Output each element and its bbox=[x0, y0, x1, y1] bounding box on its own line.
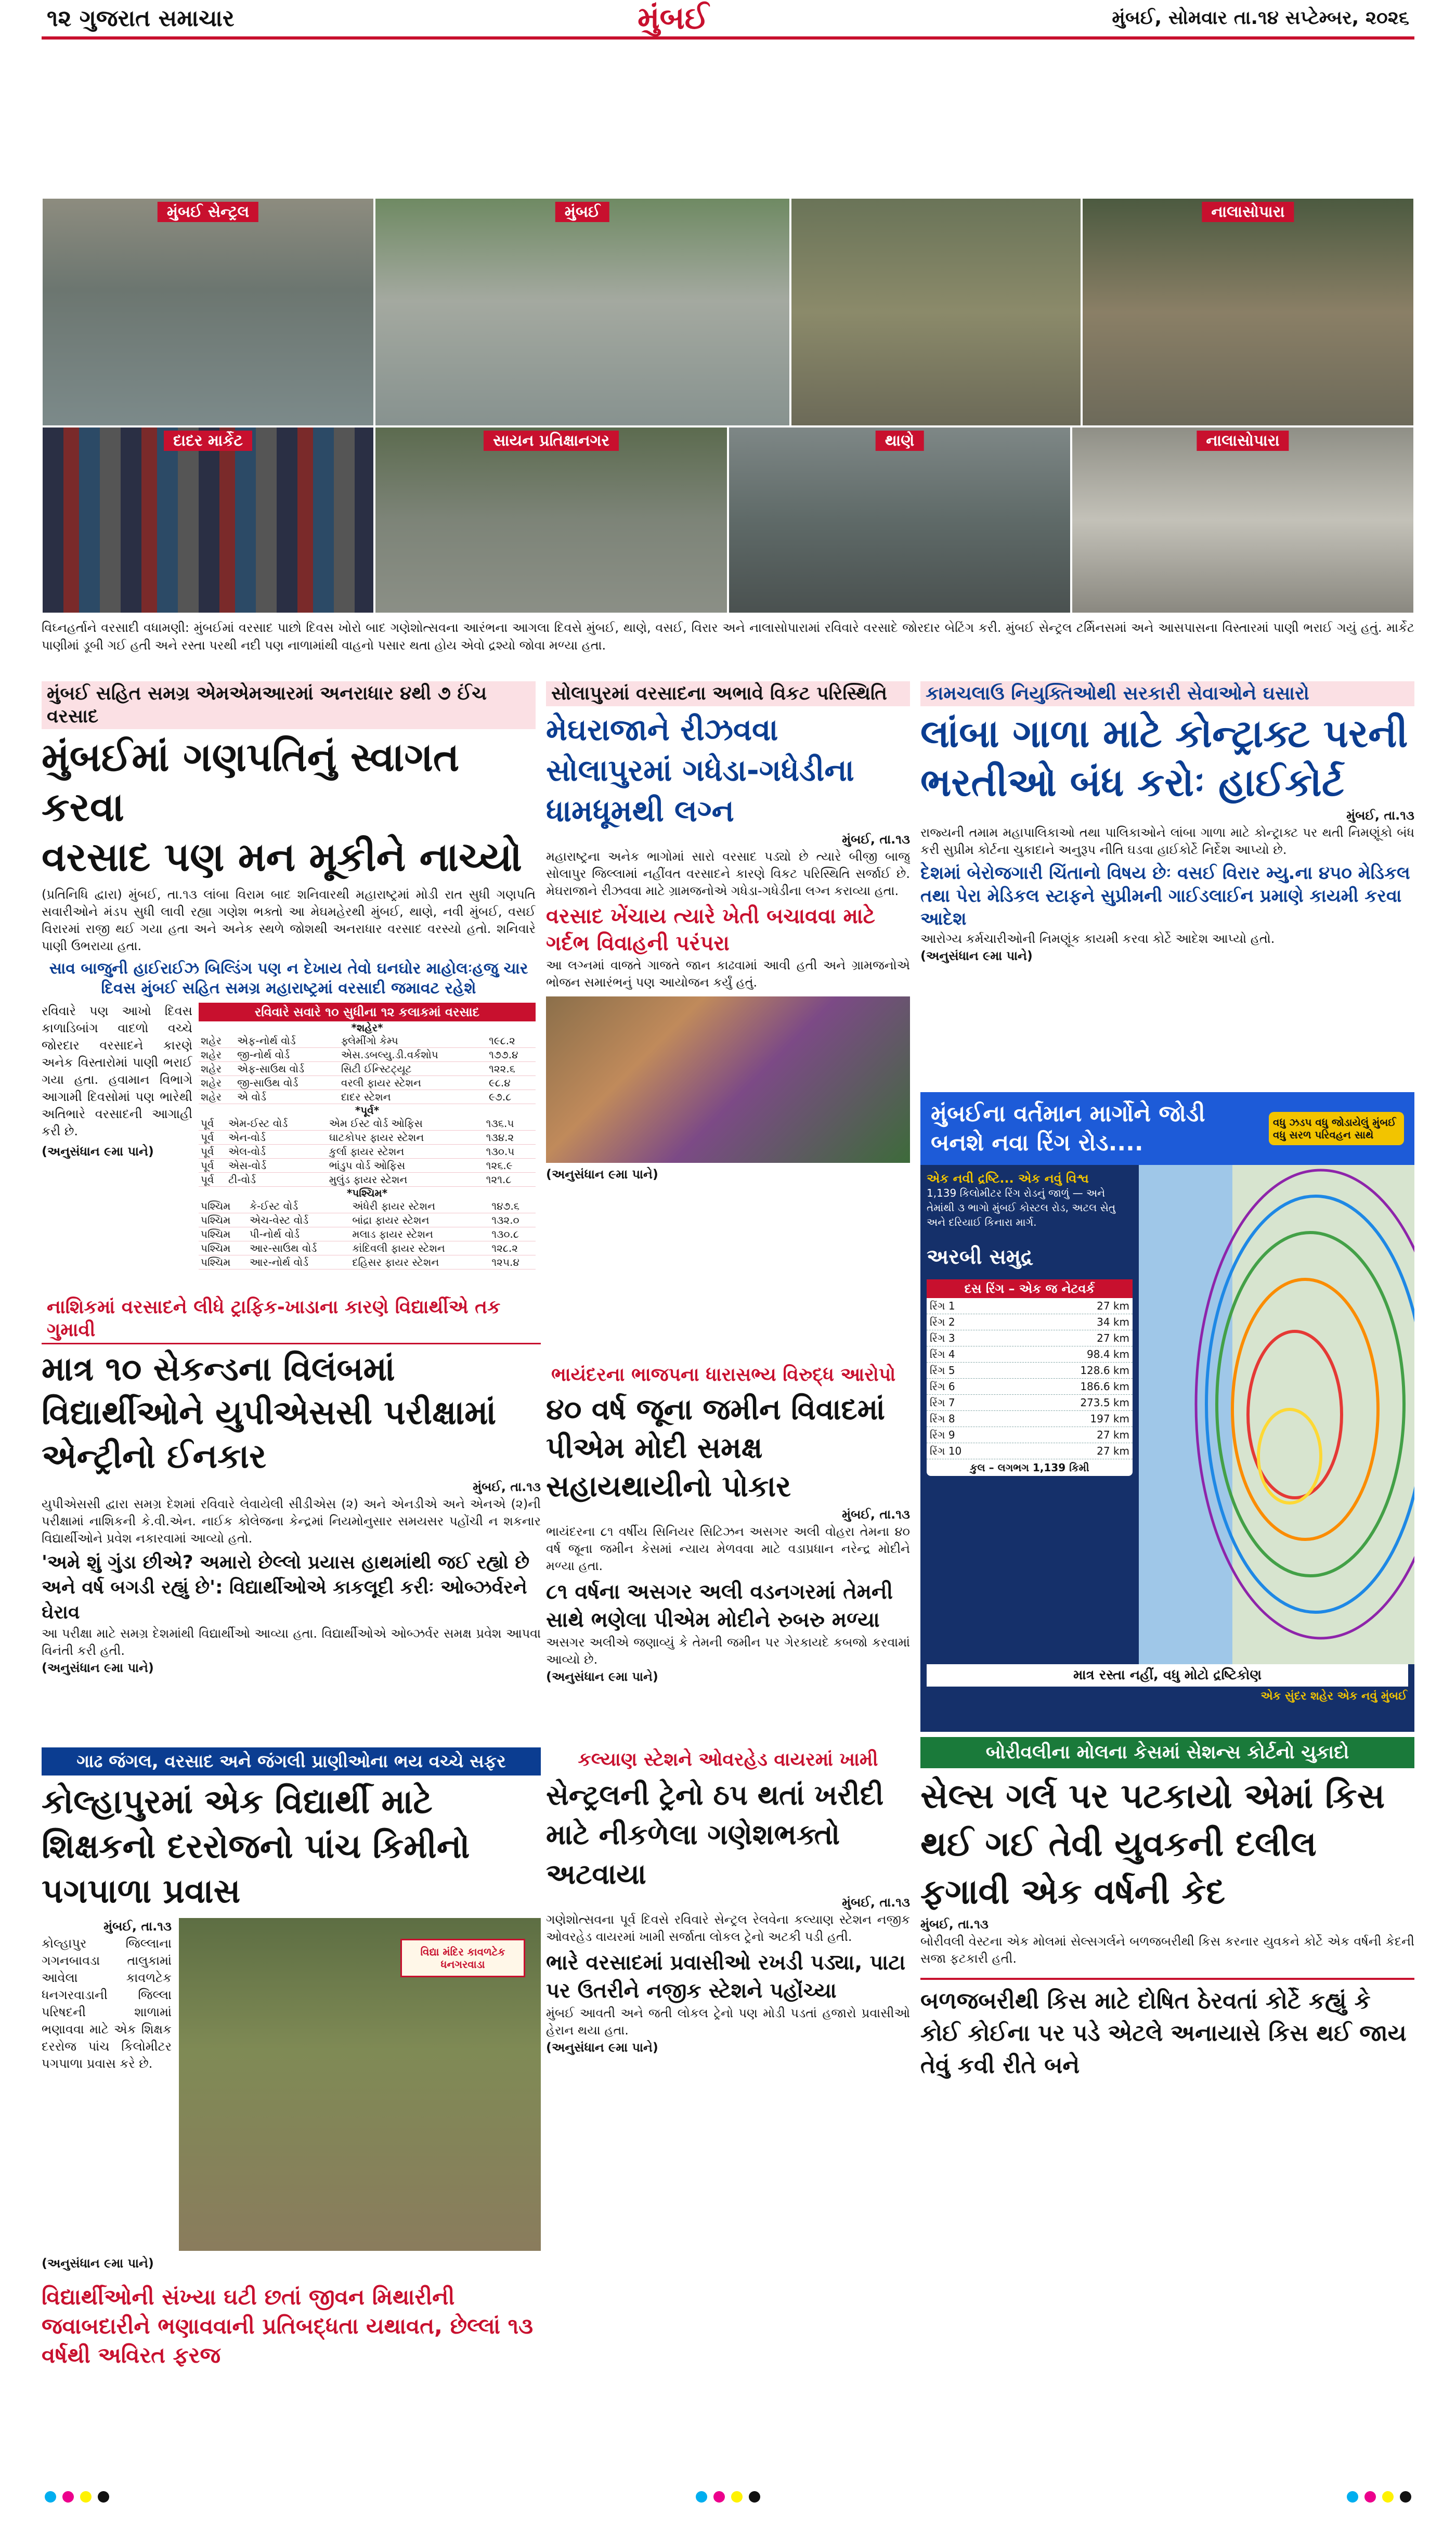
story-dateline: મુંબઈ, તા.૧૩ bbox=[1346, 808, 1414, 823]
story-body: ગણેશોત્સવના પૂર્વ દિવસે રવિવારે સેન્ટ્રલ રેલવેના કલ્યાણ સ્ટેશન નજીક ઓવરહેડ વાયરમાં ખામી સર્જાતા લોકલ ટ્રેનો અટકી પડી હતી. bbox=[546, 1912, 910, 1944]
intro-head: એક નવી દ્રષ્ટિ... એક નવું વિશ્વ bbox=[927, 1171, 1089, 1186]
table-row: પૂર્વ એમ-ઈસ્ટ વોર્ડ એમ ઈસ્ટ વોર્ડ ઓફિસ ૧૩૬.૫ bbox=[199, 1117, 536, 1131]
story-dateline: મુંબઈ, તા.૧૩ bbox=[842, 1507, 910, 1522]
rain-table-section: *શહેર* bbox=[351, 1021, 383, 1034]
story-headline: સેલ્સ ગર્લ પર પટકાયો એમાં કિસ થઈ ગઈ તેવી યુવકની દલીલ ફગાવી એક વર્ષની કેદ bbox=[920, 1776, 1385, 1912]
table-row: પૂર્વ એન-વોર્ડ ઘાટકોપર ફાયર સ્ટેશન ૧૩૪.૨ bbox=[199, 1131, 536, 1145]
story-contract-hiring bbox=[920, 681, 1414, 1087]
table-row: પૂર્વ એલ-વોર્ડ કુર્લા ફાયર સ્ટેશન ૧૩૦.૫ bbox=[199, 1145, 536, 1159]
ring-row: રિંગ 6 186.6 km bbox=[927, 1379, 1133, 1395]
story-kicker: બોરીવલીના મોલના કેસમાં સેશન્સ કોર્ટનો ચુકાદો bbox=[920, 1737, 1414, 1768]
story-ganpati-rain bbox=[42, 681, 536, 1290]
masthead-rule bbox=[42, 36, 1414, 40]
story-kicker: કામચલાઉ નિયુક્તિઓથી સરકારી સેવાઓને ઘસારો bbox=[920, 681, 1414, 706]
story-body-2: આરોગ્ય કર્મચારીઓની નિમણૂંક કાયમી કરવા કોર્ટે આદેશ આપ્યો હતો. bbox=[920, 931, 1275, 946]
section-title: મુંબઈ bbox=[638, 0, 709, 36]
continued-label: (અનુસંધાન ૯મા પાને) bbox=[920, 949, 1033, 963]
story-subhead: સાવ બાજુની હાઈરાઈઝ બિલ્ડિંગ પણ ન દેખાય તેવો ઘનઘોર માહોલઃહજુ ચાર દિવસ મુંબઈ સહિત સમગ્ર મહારાષ્ટ્રમાં વરસાદી જમાવટ રહેશે bbox=[49, 960, 528, 997]
story-kicker: ગાઢ જંગલ, વરસાદ અને જંગલી પ્રાણીઓના ભય વચ્ચે સફર bbox=[42, 1747, 541, 1776]
photo-nalasopara bbox=[1082, 198, 1414, 426]
story-body: કોલ્હાપુર જિલ્લાના ગગનબાવડા તાલુકામાં આવેલા કાવળટેક ધનગરવાડાની જિલ્લા પરિષદની શાળામાં ભણાવવા માટે એક શિક્ષક દરરોજ પાંચ કિલોમીટર પગપાળા પ્રવાસ કરે છે. bbox=[42, 1936, 172, 2071]
table-row: પૂર્વ એસ-વોર્ડ ભાંડુપ વોર્ડ ઓફિસ ૧૨૬.૯ bbox=[199, 1159, 536, 1173]
photo-sion bbox=[374, 426, 728, 614]
story-kalyan-trains bbox=[546, 1747, 910, 2439]
table-row: શહેર એફ-નોર્થ વોર્ડ ફ્લેમીંગો કેમ્પ ૧૯૮.૨ bbox=[199, 1034, 536, 1048]
print-registration-marks bbox=[42, 2491, 1414, 2505]
table-row: શહેર એફ-સાઉથ વોર્ડ સિટી ઈન્સ્ટિટ્યૂટ ૧૨૨.૬ bbox=[199, 1062, 536, 1076]
ring-row: રિંગ 8 197 km bbox=[927, 1411, 1133, 1427]
story-body: મહારાષ્ટ્રના અનેક ભાગોમાં સારો વરસાદ પડ્યો છે ત્યારે બીજી બાજુ સોલાપુર જિલ્લામાં નહીંવત વરસાદને કારણે વિકટ પરિસ્થિતિ સર્જાઈ છે. મેઘરાજાને રીઝવવા માટે ગ્રામજનોએ ગધેડા-ગધેડીના લગ્ન કરાવ્યા હતા. bbox=[546, 849, 910, 898]
table-row: પશ્ચિમ એચ-વેસ્ટ વોર્ડ બાંદ્રા ફાયર સ્ટેશન ૧૩૨.૦ bbox=[199, 1213, 536, 1227]
ring-row: રિંગ 2 34 km bbox=[927, 1314, 1133, 1330]
table-row: પશ્ચિમ પી-નોર્થ વોર્ડ મલાડ ફાયર સ્ટેશન ૧૩૦.૮ bbox=[199, 1227, 536, 1241]
photo-caption: વિઘ્નહર્તાને વરસાદી વધામણી: મુંબઈમાં વરસાદ પાછો દિવસ ખોરો બાદ ગણેશોત્સવના આરંભના આગલા દિવસે મુંબઈ, થાણે, વસઈ, વિરાર અને નાલાસોપારામાં રવિવારે વરસાદે જોરદાર બેટિંગ કરી. મુંબઈ સેન્ટ્રલ ટર્મિનસમાં અને આસપાસના વિસ્તારમાં પાણી ભરાઈ ગયું હતું. માર્કેટ પાણીમાં ડૂબી ગઈ હતી અને રસ્તા પરથી નદી પણ નાળામાંથી વાહનો પસાર થતા હોય એવો દ્રશ્યો જોવા મળ્યા હતા. bbox=[42, 620, 1414, 653]
ring-row: રિંગ 7 273.5 km bbox=[927, 1395, 1133, 1411]
rain-table-title: રવિવારે સવારે ૧૦ સુધીના ૧૨ કલાકમાં વરસાદ bbox=[199, 1003, 536, 1021]
story-headline: કોલ્હાપુરમાં એક વિદ્યાર્થી માટે શિક્ષકનો દરરોજનો પાંચ કિમીનો પગપાળા પ્રવાસ bbox=[42, 1783, 470, 1911]
ring-row: રિંગ 4 98.4 km bbox=[927, 1346, 1133, 1363]
photo-market-flood bbox=[790, 198, 1082, 426]
story-kicker: ભાયંદરના ભાજપના ધારાસભ્ય વિરુદ્ધ આરોપો bbox=[551, 1364, 896, 1385]
story-upsc bbox=[42, 1295, 541, 1742]
infographic-footer: એક સુંદર શહેર એક નવું મુંબઈ bbox=[1260, 1690, 1407, 1703]
story-dateline: મુંબઈ, તા.૧૩ bbox=[842, 832, 910, 847]
story-headline: સેન્ટ્રલની ટ્રેનો ઠપ થતાં ખરીદી માટે નીકળેલા ગણેશભક્તો અટવાયા bbox=[546, 1779, 884, 1890]
story-kicker: નાશિકમાં વરસાદને લીધે ટ્રાફિક-ખાડાના કારણે વિદ્યાર્થીએ તક ગુમાવી bbox=[42, 1295, 541, 1344]
story-subhead: વરસાદ ખેંચાય ત્યારે ખેતી બચાવવા માટે ગર્દભ વિવાહની પરંપરા bbox=[546, 904, 875, 955]
continued-label: (અનુસંધાન ૯મા પાને) bbox=[546, 1167, 658, 1182]
ring-map-svg bbox=[1139, 1165, 1414, 1664]
story-bottom-headline: વિદ્યાર્થીઓની સંખ્યા ઘટી છતાં જીવન મિથારીની જવાબદારીને ભણાવવાની પ્રતિબદ્ધતા યથાવત, છેલ્લાં ૧૩ વર્ષથી અવિરત ફરજ bbox=[42, 2284, 534, 2368]
photo-donkey-wedding bbox=[546, 996, 910, 1163]
ring-row: રિંગ 5 128.6 km bbox=[927, 1363, 1133, 1379]
story-subhead: ૮૧ વર્ષના અસગર અલી વડનગરમાં તેમની સાથે ભણેલા પીએમ મોદીને રુબરુ મળ્યા bbox=[546, 1580, 893, 1632]
photo-tag: થાણે bbox=[876, 431, 924, 451]
photo-mumbai-central bbox=[42, 198, 374, 426]
story-headline: લાંબા ગાળા માટે કોન્ટ્રાક્ટ પરની ભરતીઓ બંધ કરોઃ હાઈકોર્ટ bbox=[920, 711, 1408, 805]
continued-label: (અનુસંધાન ૯મા પાને) bbox=[42, 2256, 154, 2271]
story-headline-2: વરસાદ પણ મન મૂકીને નાચ્યો bbox=[42, 834, 522, 880]
ring-row: રિંગ 3 27 km bbox=[927, 1330, 1133, 1346]
story-kicker: કલ્યાણ સ્ટેશને ઓવરહેડ વાયરમાં ખામી bbox=[578, 1749, 878, 1770]
table-row: પશ્ચિમ કે-ઈસ્ટ વોર્ડ અંધેરી ફાયર સ્ટેશન ૧૪૭.૬ bbox=[199, 1199, 536, 1213]
story-subhead: ભારે વરસાદમાં પ્રવાસીઓ રખડી પડ્યા, પાટા પર ઉતરીને નજીક સ્ટેશને પહોંચ્યા bbox=[546, 1951, 906, 2003]
story-headline: મેઘરાજાને રીઝવવા સોલાપુરમાં ગધેડા-ગધેડીના ધામધૂમથી લગ્ન bbox=[546, 712, 854, 828]
story-body-2: અસગર અલીએ જણાવ્યું કે તેમની જમીન પર ગેરકાયદે કબજો કરવામાં આવ્યો છે. bbox=[546, 1635, 910, 1667]
story-bottom-headline: બળજબરીથી કિસ માટે દોષિત ઠેરવતાં કોર્ટે કહ્યું કે કોઈ કોઈના પર પડે એટલે અનાયાસે કિસ થઈ જાય તેવું કવી રીતે બને bbox=[920, 1978, 1414, 2082]
masthead bbox=[0, 0, 1456, 36]
story-dateline: મુંબઈ, તા.૧૩ bbox=[473, 1480, 541, 1494]
story-dateline: મુંબઈ, તા.૧૩ bbox=[842, 1895, 910, 1910]
table-row: શહેર એ વોર્ડ દાદર સ્ટેશન ૯૭.૮ bbox=[199, 1090, 536, 1104]
photo-school bbox=[179, 1918, 541, 2251]
story-body: (પ્રતિનિધિ દ્વારા) મુંબઈ, તા.૧૩ લાંબા વિરામ બાદ શનિવારથી મહારાષ્ટ્રમાં મોડી રાત સુધી ગણપતિ સવારીઓને મંડપ સુધી લાવી રહ્યા ગણેશ ભક્તો આ મેઘમહેરથી મુંબઈ, થાણે, નવી મુંબઈ, વસઈ વિરારમાં રાજી થઈ ગયા હતા અને અનેક સ્થળે જોશથી અનરાધાર વરસાદ વરસ્યો હતો. શનિવારે પાણી ઉભરાયા હતા. bbox=[42, 887, 536, 953]
story-headline: માત્ર ૧૦ સેકન્ડના વિલંબમાં વિદ્યાર્થીઓને યુપીએસસી પરીક્ષામાં એન્ટ્રીનો ઈનકાર bbox=[42, 1350, 497, 1476]
page-number-paper-name: ૧૨ ગુજરાત સમાચાર bbox=[47, 5, 235, 32]
photo-nalasopara-car bbox=[1071, 426, 1414, 614]
photo-thane bbox=[728, 426, 1071, 614]
story-body: યુપીએસસી દ્વારા સમગ્ર દેશમાં રવિવારે લેવાયેલી સીડીએસ (૨) અને એનડીએ અને એનએ (૨)ની પરીક્ષામાં નાશિકની કે.વી.એન. નાઈક કોલેજના કેન્દ્રમાં નિયમોનુસાર સમયસર પહોંચી ન શકનાર વિદ્યાર્થીઓને પ્રવેશ નકારવામાં આવ્યો હતો. bbox=[42, 1497, 541, 1546]
photo-tag: સાયન પ્રતિક્ષાનગર bbox=[484, 431, 619, 451]
infographic-title: મુંબઈના વર્તમાન માર્ગોને જોડી બનશે નવા રિંગ રોડ.... bbox=[931, 1100, 1205, 1156]
photo-mumbai-street bbox=[374, 198, 790, 426]
ring-row: રિંગ 1 27 km bbox=[927, 1298, 1133, 1314]
table-row: શહેર જી-સાઉથ વોર્ડ વરલી ફાયર સ્ટેશન ૯૮.૪ bbox=[199, 1076, 536, 1090]
rain-table bbox=[199, 1003, 536, 1290]
continued-label: (અનુસંધાન ૯મા પાને) bbox=[546, 1669, 658, 1684]
table-row: પશ્ચિમ આર-નોર્થ વોર્ડ દહિસર ફાયર સ્ટેશન ૧૨૫.૪ bbox=[199, 1255, 536, 1269]
sea-label: અરબી સમુદ્ર bbox=[927, 1245, 1033, 1269]
dateline: મુંબઈ, સોમવાર તા.૧૪ સપ્ટેમ્બર, ૨૦૨૬ bbox=[1112, 7, 1409, 29]
ring-row: રિંગ 10 27 km bbox=[927, 1443, 1133, 1459]
story-dateline: મુંબઈ, તા.૧૩ bbox=[920, 1917, 989, 1932]
story-body-2: આ પરીક્ષા માટે સમગ્ર દેશમાંથી વિદ્યાર્થીઓ આવ્યા હતા. વિદ્યાર્થીઓએ ઓબ્ઝર્વર સમક્ષ પ્રવેશ આપવા વિનંતી કરી હતી. bbox=[42, 1626, 541, 1658]
table-row: પશ્ચિમ આર-સાઉથ વોર્ડ કાંદિવલી ફાયર સ્ટેશન ૧૨૮.૨ bbox=[199, 1241, 536, 1255]
school-sign: વિદ્યા મંદિર કાવળટેક ધનગરવાડા bbox=[400, 1939, 525, 1977]
story-solapur bbox=[546, 681, 910, 1357]
story-body: રાજ્યની તમામ મહાપાલિકાઓ તથા પાલિકાઓને લાંબા ગાળા માટે કોન્ટ્રાક્ટ પર થતી નિમણૂંકો બંધ કરી સુપ્રીમ કોર્ટના ચુકાદાને અનુરૂપ નીતિ ઘડવા હાઈકોર્ટે નિર્દેશ આપ્યો છે. bbox=[920, 825, 1414, 857]
story-borivali-mall bbox=[920, 1737, 1414, 2439]
rain-table-section: *પશ્ચિમ* bbox=[346, 1187, 388, 1199]
ring-road-infographic bbox=[920, 1092, 1414, 1732]
story-kolhapur bbox=[42, 1747, 541, 2439]
table-row: પૂર્વ ટી-વોર્ડ મુલુંડ ફાયર સ્ટેશન ૧૨૧.૮ bbox=[199, 1173, 536, 1187]
vision-head: માત્ર રસ્તા નહીં, વધુ મોટો દ્રષ્ટિકોણ bbox=[927, 1664, 1408, 1687]
story-body: બોરીવલી વેસ્ટના એક મોલમાં સેલ્સગર્લને બળજબરીથી કિસ કરનાર યુવકને કોર્ટે એક વર્ષની કેદની સજા ફટકારી હતી. bbox=[920, 1934, 1414, 1966]
story-subhead: દેશમાં બેરોજગારી ચિંતાનો વિષય છેઃ વસઈ વિરાર મ્યુ.ના ૪૫૦ મેડિકલ તથા પેરા મેડિકલ સ્ટાફને સુપ્રીમની ગાઈડલાઈન પ્રમાણે કાયમી કરવા આદેશ bbox=[920, 863, 1410, 929]
story-body-2: આ લગ્નમાં વાજતે ગાજતે જાન કાઢવામાં આવી હતી અને ગ્રામજનોએ ભોજન સમારંભનું પણ આયોજન કર્યું હતું. bbox=[546, 958, 910, 990]
photo-tag: નાલાસોપારા bbox=[1197, 431, 1289, 451]
rain-table-section: *પૂર્વ* bbox=[355, 1104, 380, 1117]
story-body-2: મુંબઈ આવતી અને જતી લોકલ ટ્રેનો પણ મોડી પડતાં હજારો પ્રવાસીઓ હેરાન થયા હતા. bbox=[546, 2006, 910, 2038]
infographic-badge: વધુ ઝડપ વધુ જોડાયેલું મુંબઈ વધુ સરળ પરિવહન સાથે bbox=[1269, 1112, 1404, 1145]
story-body-2: રવિવારે પણ આખો દિવસ કાળાડિબાંગ વાદળો વચ્ચે જોરદાર વરસાદને કારણે અનેક વિસ્તારોમાં પાણી ભરાઈ ગયા હતા. હવામાન વિભાગે આગામી દિવસોમાં પણ ભારેથી અતિભારે વરસાદની આગાહી કરી છે. (અનુસંધાન ૯મા પાને) bbox=[42, 1003, 192, 1290]
photo-tag: દાદર માર્કેટ bbox=[164, 431, 252, 451]
network-head: દસ રિંગ – એક જ નેટવર્ક bbox=[927, 1279, 1133, 1298]
photo-tag: મુંબઈ bbox=[555, 202, 609, 222]
story-subhead: 'અમે શું ગુંડા છીએ? અમારો છેલ્લો પ્રયાસ હાથમાંથી જઈ રહ્યો છે અને વર્ષ બગડી રહ્યું છે': વિદ્યાર્થીઓએ કાકલૂદી કરીઃ ઓબ્ઝર્વરને ઘેરાવ bbox=[42, 1552, 530, 1623]
story-headline: ૪૦ વર્ષ જૂના જમીન વિવાદમાં પીએમ મોદી સમક્ષ સહાયથાયીનો પોકાર bbox=[546, 1393, 885, 1504]
photo-tag: મુંબઈ સેન્ટ્રલ bbox=[158, 202, 258, 222]
story-kicker: મુંબઈ સહિત સમગ્ર એમએમઆરમાં અનરાધાર ૪થી ૭ ઈંચ વરસાદ bbox=[42, 681, 536, 729]
photo-tag: નાલાસોપારા bbox=[1202, 202, 1294, 222]
ring-total: કુલ – લગભગ 1,139 કિમી bbox=[970, 1461, 1089, 1474]
ring-road-map bbox=[1139, 1165, 1414, 1664]
continued-label: (અનુસંધાન ૯મા પાને) bbox=[42, 1144, 154, 1159]
story-dateline: મુંબઈ, તા.૧૩ bbox=[103, 1919, 172, 1934]
story-bhayander bbox=[546, 1363, 910, 1742]
intro-text: 1,139 કિલોમીટર રિંગ રોડનું જાળું — અને તેમાંથી ૩ ભાગો મુંબઈ કોસ્ટલ રોડ, અટલ સેતુ અને દરિયાઈ કિનારા માર્ગ. bbox=[927, 1187, 1116, 1228]
continued-label: (અનુસંધાન ૯મા પાને) bbox=[546, 2040, 658, 2055]
story-headline: મુંબઈમાં ગણપતિનું સ્વાગત કરવા bbox=[42, 734, 460, 830]
story-body: ભાયંદરના ૮૧ વર્ષીય સિનિયર સિટિઝન અસગર અલી વોહરા તેમના ૪૦ વર્ષ જૂના જમીન કેસમાં ન્યાય મેળવવા માટે વડાપ્રધાન નરેન્દ્ર મોદીને મળ્યા હતા. bbox=[546, 1524, 910, 1573]
photo-dadar-market bbox=[42, 426, 374, 614]
continued-label: (અનુસંધાન ૯મા પાને) bbox=[42, 1661, 154, 1675]
story-kicker: સોલાપુરમાં વરસાદના અભાવે વિકટ પરિસ્થિતિ bbox=[546, 681, 910, 706]
ring-row: રિંગ 9 27 km bbox=[927, 1427, 1133, 1443]
table-row: શહેર જી-નોર્થ વોર્ડ એસ.ડબલ્યુ.ડી.વર્કશોપ ૧૭૭.૪ bbox=[199, 1048, 536, 1062]
